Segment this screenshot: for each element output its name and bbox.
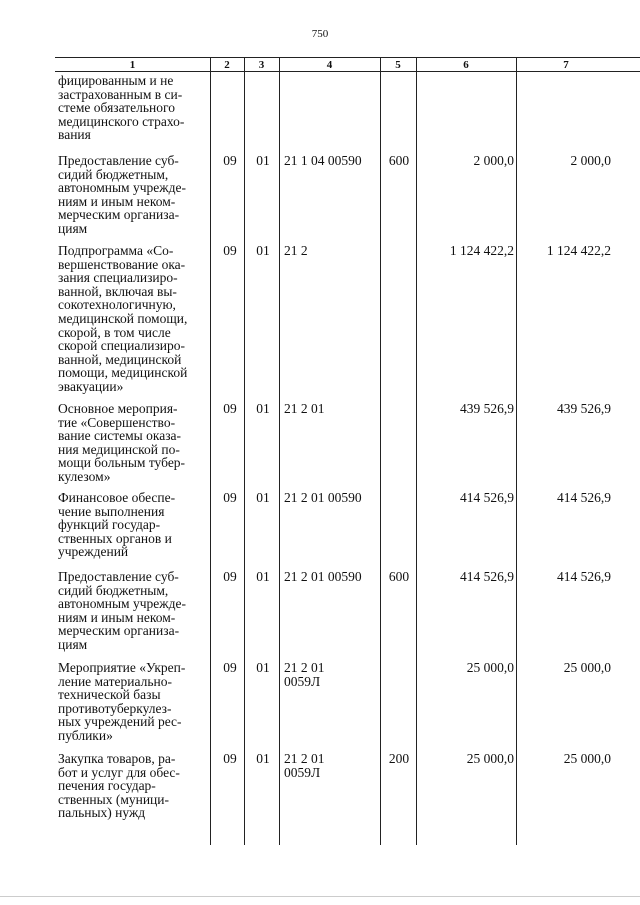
row-section: 09 [223,401,237,416]
row-name: Основное мероприя- тие «Совершенство- вание системы оказа- ния медицинской по- мощи больным тубер- кулезом» [58,401,186,484]
row-name: Закупка товаров, ра- бот и услуг для обес- печения государ- ственных (муници- пальных) нужд [58,751,180,821]
row-amount-col7: 1 124 422,2 [546,243,611,258]
row-target-code: 21 2 01 0059Л [284,660,325,689]
page-number: 750 [311,28,329,40]
row-name: Мероприятие «Укреп- ление материально- технической базы противотуберкулез- ных учреждений рес- публики» [58,660,186,743]
column-divider [380,57,381,845]
row-amount-col6: 414 526,9 [460,569,514,584]
header-col-2: 2 [224,59,230,71]
row-target-code: 21 2 01 00590 [284,569,362,584]
row-amount-col7: 414 526,9 [557,569,611,584]
header-col-4: 4 [326,59,333,71]
row-target-code: 21 1 04 00590 [284,153,362,168]
row-amount-col7: 439 526,9 [557,401,611,416]
header-bottom-rule [55,71,640,72]
column-divider [279,57,280,845]
row-section: 09 [223,660,237,675]
row-amount-col7: 25 000,0 [563,660,611,675]
row-section: 09 [223,569,237,584]
row-name: Финансовое обеспе- чение выполнения функций государ- ственных органов и учреждений [58,490,176,560]
row-subsection: 01 [256,751,270,766]
row-expense-type: 600 [388,153,410,168]
column-divider [210,57,211,845]
header-col-1: 1 [129,59,136,71]
row-amount-col7: 25 000,0 [563,751,611,766]
header-col-5: 5 [395,59,401,71]
row-subsection: 01 [256,490,270,505]
row-target-code: 21 2 01 0059Л [284,751,325,780]
column-divider [516,57,517,845]
row-section: 09 [223,243,237,258]
row-subsection: 01 [256,153,270,168]
row-subsection: 01 [256,243,270,258]
row-name: фицированным и не застрахованным в си- стеме обязательного медицинского страхо- вания [58,73,185,143]
row-expense-type: 200 [388,751,410,766]
row-subsection: 01 [256,660,270,675]
header-col-6: 6 [463,59,469,71]
row-subsection: 01 [256,401,270,416]
row-section: 09 [223,153,237,168]
row-amount-col6: 439 526,9 [460,401,514,416]
row-target-code: 21 2 01 [284,401,325,416]
row-name: Предоставление суб- сидий бюджетным, автономным учрежде- ниям и иным неком- мерческим организа- циям [58,153,186,236]
row-amount-col6: 414 526,9 [460,490,514,505]
page-bottom-edge [0,896,640,897]
row-name: Предоставление суб- сидий бюджетным, автономным учрежде- ниям и иным неком- мерческим организа- циям [58,569,186,652]
column-divider [416,57,417,845]
row-amount-col6: 1 124 422,2 [449,243,514,258]
column-divider [244,57,245,845]
header-col-3: 3 [258,59,265,71]
row-expense-type: 600 [388,569,410,584]
row-section: 09 [223,490,237,505]
row-amount-col6: 2 000,0 [473,153,514,168]
row-amount-col6: 25 000,0 [466,751,514,766]
row-target-code: 21 2 01 00590 [284,490,362,505]
row-name: Подпрограмма «Со- вершенствование ока- зания специализиро- ванной, включая вы- сокотехнологичную, медицинской помощи, скорой, в том числе скорой специализиро- ванной, медицинской помощи, медицинской эвакуации» [58,243,188,394]
row-amount-col6: 25 000,0 [466,660,514,675]
row-amount-col7: 414 526,9 [557,490,611,505]
header-col-7: 7 [563,59,569,71]
row-target-code: 21 2 [284,243,308,258]
row-amount-col7: 2 000,0 [570,153,611,168]
row-section: 09 [223,751,237,766]
table-top-rule [55,57,640,58]
row-subsection: 01 [256,569,270,584]
